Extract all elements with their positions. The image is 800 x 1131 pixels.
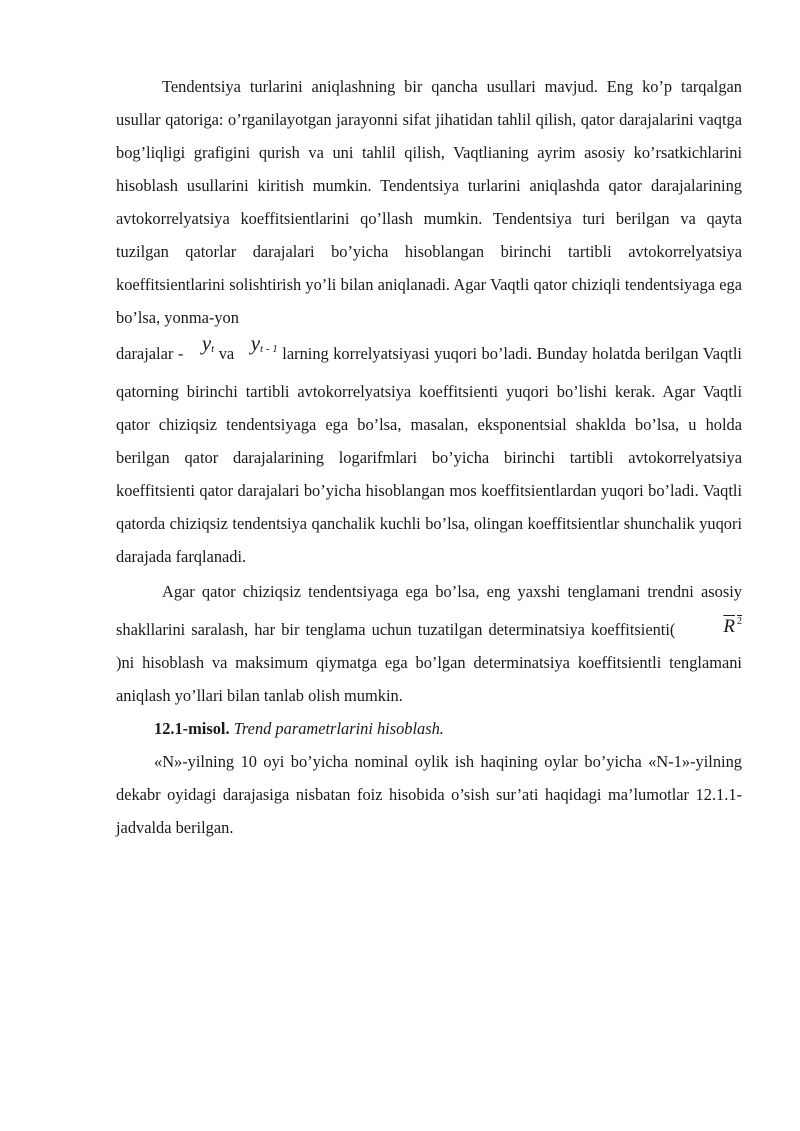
paragraph-nonlinear-rest: )ni hisoblash va maksimum qiymatga ega bo’lgan determinatsiya koeffitsientli tenglamani aniqlash yo’llari bilan tanlab olish mumkin. xyxy=(116,653,742,705)
formula-r-var: R xyxy=(723,616,735,637)
example-label: 12.1-misol. xyxy=(154,719,230,738)
formula-r-squared-adjusted xyxy=(677,605,742,643)
formula-r-sup: 2 xyxy=(737,616,742,627)
paragraph-correlation xyxy=(116,331,742,573)
paragraph-example-data: «N»-yilning 10 oyi bo’yicha nominal oylik ish haqining oylar bo’yicha «N-1»-yilning dekabr oyidagi darajasiga nisbatan foiz hisobida o’sish sur’ati haqidagi ma’lumotlar 12.1.1-jadvalda berilgan. xyxy=(116,752,742,837)
paragraph-nonlinear-trend xyxy=(116,575,742,712)
formula-y-t-minus-1-sub: t - 1 xyxy=(260,343,278,355)
formula-y-t-var: y xyxy=(201,331,212,355)
formula-y-t-sub: t xyxy=(211,343,215,355)
formula-y-t xyxy=(202,327,214,366)
paragraph-tendency-methods: Tendentsiya turlarini aniqlashning bir qancha usullari mavjud. Eng ko’p tarqalgan usullar qatoriga: o’rganilayotgan jarayonni sifat jihatidan tahlil qilish, qator darajalarini vaqtga bog’liqligi grafigini qurish va uni tahlil qilish, Vaqtlianing ayrim asosiy ko’rsatkichlarini hisoblash usullarini kiritish mumkin. Tendentsiya turlarini aniqlashda qator darajalarining avtokorrelyatsiya koeffitsientlarini qo’llash mumkin. Tendentsiya turi berilgan va qayta tuzilgan qatorlar darajalari bo’yicha hisoblangan birinchi tartibli avtokorrelyatsiya koeffitsientlarini solishtirish yo’li bilan aniqlanadi. Agar Vaqtli qator chiziqli tendentsiyaga ega bo’lsa, yonma-yon xyxy=(116,77,742,327)
formula-y-t-minus-1-var: y xyxy=(250,331,261,355)
paragraph-nonlinear-lead: Agar qator chiziqsiz tendentsiyaga ega bo’lsa, eng yaxshi tenglamani trendni asosiy shakllarini saralash, har bir tenglama uchun tuzatilgan determinatsiya koeffitsienti( xyxy=(116,582,742,639)
paragraph-correlation-lead: darajalar - xyxy=(116,344,184,363)
paragraph-correlation-va: va xyxy=(218,344,235,363)
example-title: Trend parametrlarini hisoblash. xyxy=(233,719,444,738)
example-heading xyxy=(116,712,742,745)
document-page xyxy=(116,70,742,844)
paragraph-correlation-rest: larning korrelyatsiyasi yuqori bo’ladi. Bunday holatda berilgan Vaqtli qatorning birinchi tartibli avtokorrelyatsiya koeffitsienti yuqori bo’lishi kerak. Agar Vaqtli qator chiziqsiz tendentsiyaga ega bo’lsa, masalan, eksponentsial shaklda bo’lsa, u holda berilgan qator darajalarining logarifmlari bo’yicha birinchi tartibli avtokorrelyatsiya koeffitsienti qator darajalari bo’yicha hisoblangan mos koeffitsientlardan yuqori bo’ladi. Vaqtli qatorda chiziqsiz tendentsiya qanchalik kuchli bo’lsa, olingan koeffitsientlar shunchalik yuqori darajada farqlanadi. xyxy=(116,344,742,566)
formula-y-t-minus-1 xyxy=(251,327,278,366)
